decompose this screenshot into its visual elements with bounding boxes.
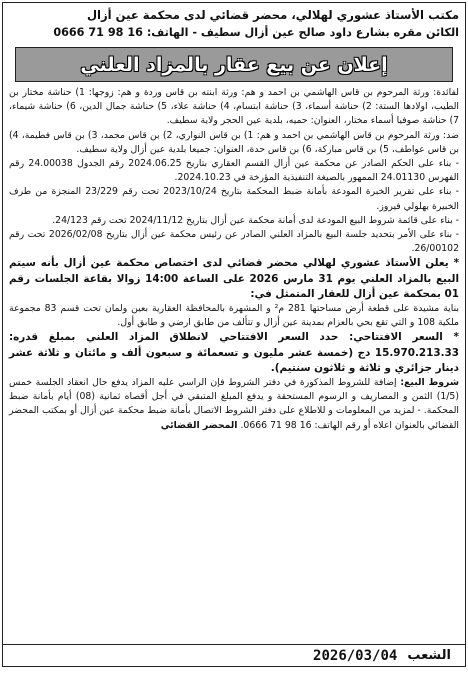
opening-price-label: * السعر الافتتاحي: (349, 331, 459, 344)
conditions-list-paragraph: - بناء على قائمة شروط البيع المودعة لدى أمانة محكمة عين أزال بتاريخ 2024/11/12 تحت رقم 24/123. (52, 214, 459, 226)
sale-conditions-label: شروط البيع: (400, 377, 459, 389)
publication-date: 2026/03/04 (313, 647, 398, 664)
publication-footer (3, 644, 465, 666)
office-name: مكتب الأستاذ عشوري لهلالي، محضر قضائي لدى محكمة عين أزال (86, 8, 459, 22)
announcement-body (9, 86, 459, 433)
defendants-paragraph: ضد: ورثة المرحوم بن قاس الهاشمي بن احمد و هم: 1) بن قاس النواري، 2) بن قاس محمد، 3) بن قاس فطيمة، 4) بن قاس عواطف، 5) بن قاس مباركة، 6) بن قاس حدة، العنوان: جميعا بلدية عين أزال ولاية سطيف. (9, 129, 459, 155)
title-banner (15, 47, 453, 82)
announcement-title: إعلان عن بيع عقار بالمزاد العلني (80, 53, 388, 76)
property-description-paragraph: بناية مشيدة على قطعة أرض مساحتها 281 م² و المشهرة بالمحافظة العقارية بعين ولمان تحت قسم 83 مجموعة ملكية 108 و التي تقع بحي بالعزام بمدينة عين أزال و تتألف من طابق ارضي و طابق أول. (9, 303, 459, 329)
sale-conditions-text: إضافة للشروط المذكورة في دفتر الشروط فإن الراسي عليه المزاد يدفع حال انعقاد الجلسة خمس (1/5) الثمن و المصاريف و الرسوم المستحقة و يدفع المبلغ المتبقي في أجل أقصاه ثمانية (08) أيام بأمانة ضبط المحكمة. - لمزيد من المعلومات و للاطلاع على دفتر الشروط الاتصال بأمانة ضبط محكمة عين أزال أو بمكتب المحضر القضائي بالعنوان اعلاه أو رقم الهاتف: 16 98 71 0666. (9, 377, 459, 431)
signature: المحضر القضائي (160, 419, 238, 431)
office-address: الكائن مقره بشارع داود صالح عين أزال سطيف - الهاتف: 16 98 71 0666 (53, 26, 459, 39)
opening-price-text: حدد السعر الافتتاحي لانطلاق المزاد العلني بمبلغ قدره: 15.970.213.33 دج (خمسة عشر مليون و تسعمائة و سبعون ألف و مائتان و ثلاثة عشر دينار جزائري و ثلاثة و ثلاثون سنتيم). (9, 331, 459, 374)
newspaper-name: الشعب (407, 648, 451, 663)
judgment-paragraph: - بناء على الحكم الصادر عن محكمة عين أزال القسم العقاري بتاريخ 2024.06.25 رقم الجدول 24.00038 رقم الفهرس 24.01130 الممهور بالصيغة التنفيذية المؤرخة في 2024.10.23. (9, 158, 459, 184)
sale-conditions-paragraph (9, 376, 459, 433)
announcement-sheet (2, 2, 466, 667)
sale-announcement-paragraph: * يعلن الأستاذ عشوري لهلالي محضر قضائي لدى اختصاص محكمة عين أزال بأنه سيتم البيع بالمزاد العلني يوم 31 مارس 2026 على الساعة 14:00 زوالا بقاعة الجلسات رقم 01 بمحكمة عين أزال للعقار المتمثل في: (9, 257, 460, 300)
expertise-paragraph: - بناء على تقرير الخبرة المودعة بأمانة ضبط المحكمة بتاريخ 2023/10/24 تحت رقم 23/229 المنجزة من طرف الخبيرة بهلولي فيروز. (9, 186, 460, 212)
session-order-paragraph: - بناء على الأمر بتحديد جلسة البيع بالمزاد العلني الصادر عن رئيس محكمة عين أزال بتاريخ 2026/02/08 تحت رقم 26/00102. (9, 229, 460, 255)
beneficiaries-paragraph: لفائدة: ورثة المرحوم بن قاس الهاشمي بن احمد و هم: ورثة ابنته بن قاس وردة و هم: زوجها: 1) حناشة مختار بن الطيب، اولادها الستة: 2) حناشة أسماء، 3) حناشة ابتسام، 4) حناشة علاء، 5) حناشة جمال الدين، 6) حناشة شيماء، 7) حناشة صوفيا أسماء مختار، العنوان: حميه، بلدية عين الحجر ولاية سطيف. (9, 87, 460, 127)
opening-price-paragraph (9, 330, 459, 376)
